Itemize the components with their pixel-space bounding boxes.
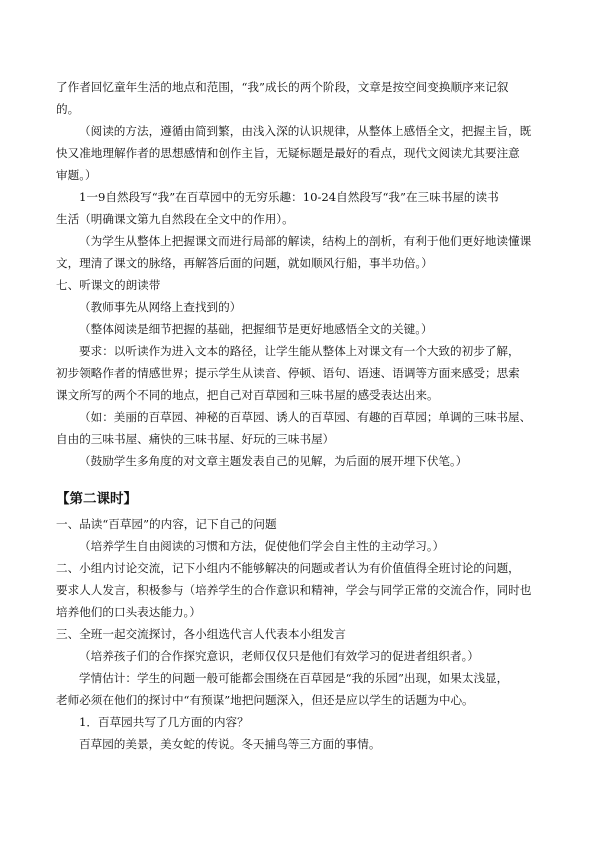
section-heading: 二、小组内讨论交流，记下小组内不能够解决的问题或者认为有价值值得全班讨论的问题， <box>56 561 520 575</box>
text-line: （培养孩子们的合作探究意识，老师仅仅只是他们有效学习的促进者组织者。） <box>79 649 479 663</box>
text-line: （为学生从整体上把握课文而进行局部的解读，结构上的剖析，有利于他们更好地读懂课 <box>79 234 532 248</box>
text-line: 1一9自然段写“我”在百草园中的无穷乐趣：10-24自然段写“我”在三味书屋的读书 <box>79 190 499 204</box>
text-line: （鼓励学生多角度的对文章主题发表自己的见解，为后面的展开埋下伏笔。） <box>79 454 468 468</box>
text-line: 要求：以听读作为进入文本的路径，让学生能从整体上对课文有一个大致的初步了解， <box>79 344 520 358</box>
text-line: 生活（明确课文第九自然段在全文中的作用）。 <box>56 212 294 226</box>
text-line: 要求人人发言，积极参与（培养学生的合作意识和精神，学会与同学正常的交流合作，同时也 <box>56 583 532 597</box>
text-line: 审题。） <box>56 168 97 182</box>
answer-line: 百草园的美景，美女蛇的传说。冬天捕鸟等三方面的事情。 <box>79 737 381 751</box>
text-line: （教师事先从网络上查找到的） <box>79 300 242 314</box>
text-line: 学情估计：学生的问题一般可能都会围绕在百草园是“我的乐园”出现，如果太浅显， <box>79 671 509 685</box>
text-line: （整体阅读是细节把握的基础，把握细节是更好地感悟全文的关键。） <box>79 322 433 336</box>
section-heading: 三、全班一起交流探讨，各小组选代言人代表本小组发言 <box>56 627 346 641</box>
text-line: （如：美丽的百草园、神秘的百草园、诱人的百草园、有趣的百草园；单调的三味书屋、 <box>79 410 532 424</box>
text-line: 快又准地理解作者的思想感情和创作主旨，无疑标题是最好的看点，现代文阅读尤其要注意 <box>56 146 520 160</box>
text-line: 的。 <box>56 102 80 116</box>
text-line: （阅读的方法，遵循由简到繁，由浅入深的认识规律，从整体上感悟全文，把握主旨，既 <box>79 124 532 138</box>
text-line: 了作者回忆童年生活的地点和范围，“我”成长的两个阶段，文章是按空间变换顺序来记叙 <box>56 80 509 94</box>
text-line: 自由的三味书屋、痛快的三味书屋、好玩的三味书屋） <box>56 432 335 446</box>
text-line: （培养学生自由阅读的习惯和方法，促使他们学会自主性的主动学习。） <box>79 539 445 553</box>
lesson-heading: 【第二课时】 <box>56 491 137 507</box>
text-line: 初步领略作者的情感世界；提示学生从读音、停顿、语句、语速、语调等方面来感受；思索 <box>56 366 520 380</box>
section-heading: 七、听课文的朗读带 <box>56 278 161 292</box>
text-line: 培养他们的口头表达能力。） <box>56 605 201 619</box>
text-line: 课文所写的两个不同的地点，把自己对百草园和三味书屋的感受表达出来。 <box>56 388 439 402</box>
question-line: 1．百草园共写了几方面的内容？ <box>79 715 249 729</box>
section-heading: 一、品读“百草园”的内容，记下自己的问题 <box>56 517 277 531</box>
text-line: 文，理清了课文的脉络，再解答后面的问题，就如顺风行船，事半功倍。） <box>56 256 433 270</box>
text-line: 老师必须在他们的探讨中“有预谋”地把问题深入，但还是应以学生的话题为中心。 <box>56 693 474 707</box>
